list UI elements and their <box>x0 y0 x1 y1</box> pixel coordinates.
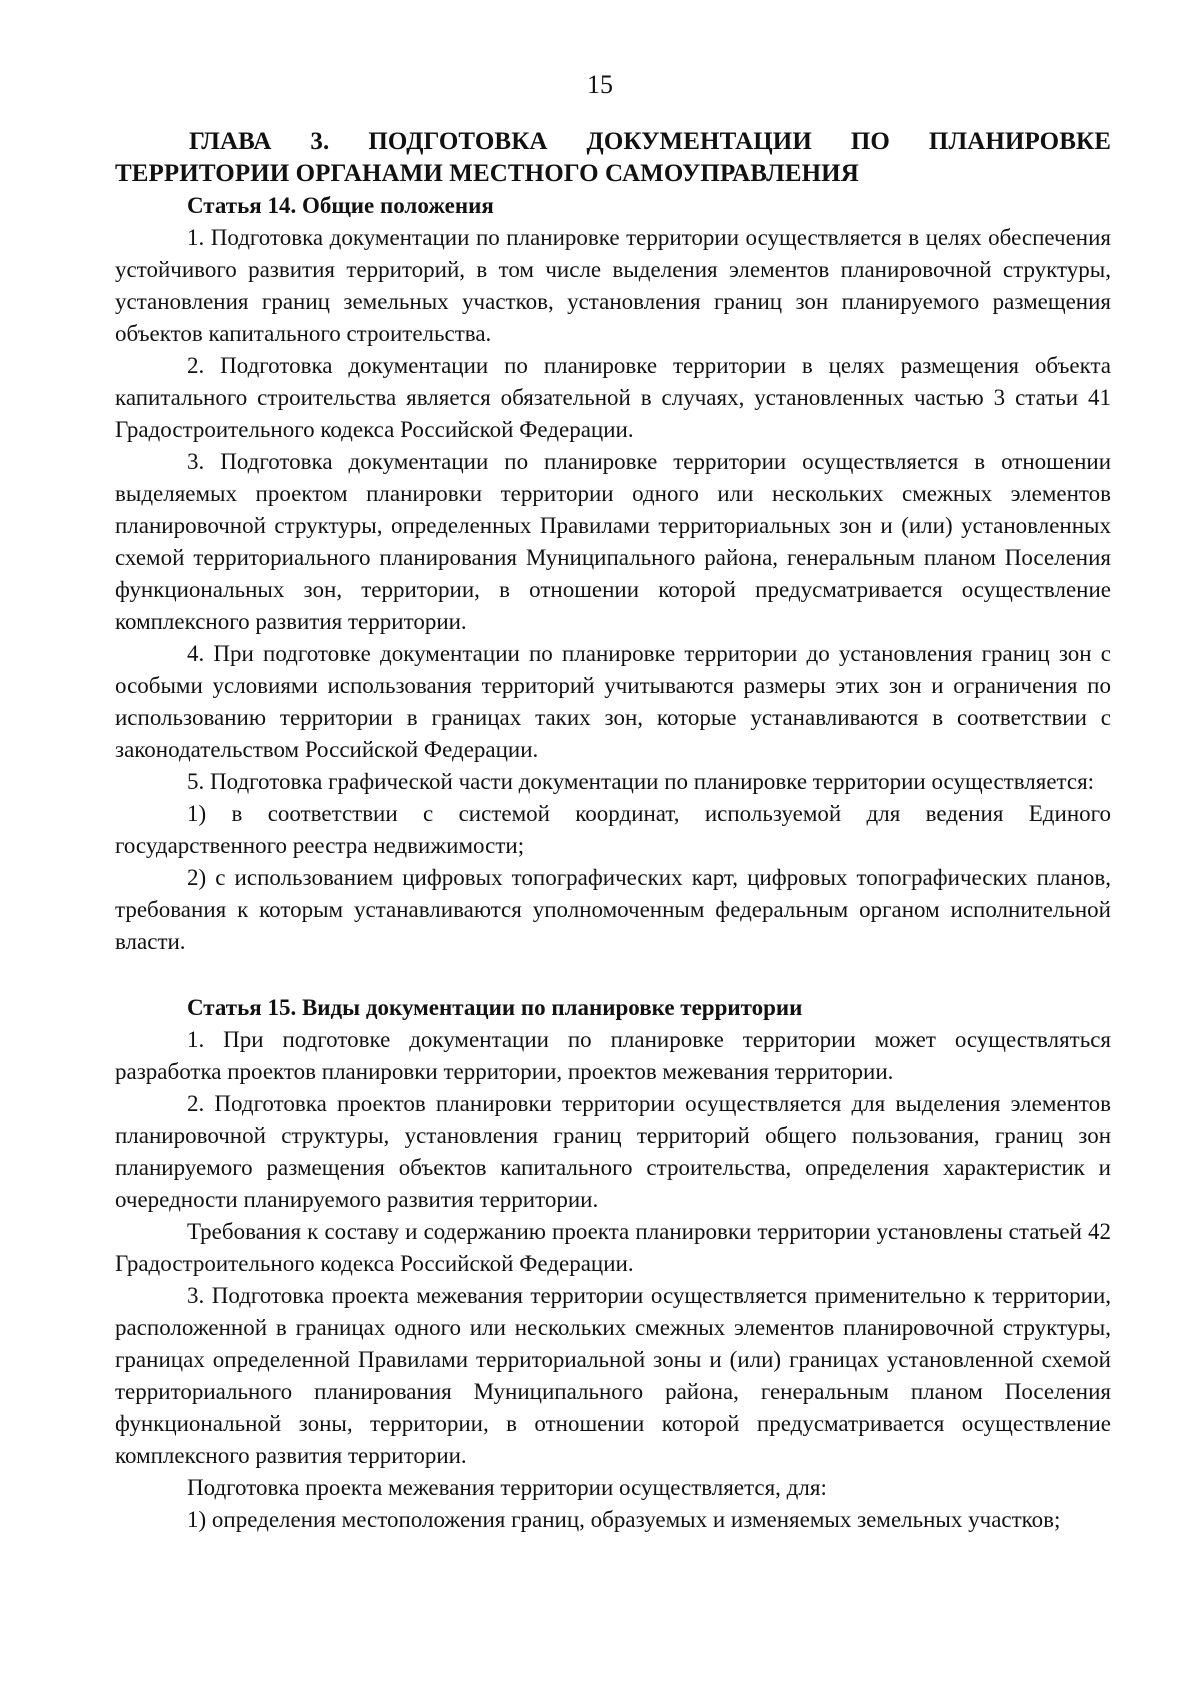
article-14-paragraph: 4. При подготовке документации по планировке территории до установления границ зон с особыми условиями использования территорий учитываются размеры этих зон и ограничения по использованию территории в границах таких зон, которые устанавливаются в соответствии с законодательством Российской Федерации. <box>115 641 1111 762</box>
article-14-list-item: 1) в соответствии с системой координат, используемой для ведения Единого государственного реестра недвижимости; <box>115 801 1111 858</box>
article-14-paragraph: 1. Подготовка документации по планировке территории осуществляется в целях обеспечения устойчивого развития территорий, в том числе выделения элементов планировочной структуры, установления границ земельных участков, установления границ зон планируемого размещения объектов капитального строительства. <box>115 225 1111 346</box>
article-15-list-item: 1) определения местоположения границ, образуемых и изменяемых земельных участков; <box>187 1507 1061 1532</box>
chapter-title: ГЛАВА 3. ПОДГОТОВКА ДОКУМЕНТАЦИИ ПО ПЛАНИРОВКЕ ТЕРРИТОРИИ ОРГАНАМИ МЕСТНОГО САМОУПРАВЛЕНИЯ <box>115 128 1111 187</box>
article-15-paragraph: Требования к составу и содержанию проекта планировки территории установлены статьей 42 Градостроительного кодекса Российской Федерации. <box>115 1219 1111 1276</box>
article-14-title: Статья 14. Общие положения <box>187 193 494 218</box>
page-number: 15 <box>587 70 613 99</box>
article-15-paragraph: Подготовка проекта межевания территории осуществляется, для: <box>187 1475 827 1500</box>
document-body <box>115 126 1111 1536</box>
article-15-paragraph: 1. При подготовке документации по планировке территории может осуществляться разработка проектов планировки территории, проектов межевания территории. <box>115 1027 1111 1084</box>
article-15-paragraph: 2. Подготовка проектов планировки территории осуществляется для выделения элементов планировочной структуры, установления границ территорий общего пользования, границ зон планируемого размещения объектов капитального строительства, определения характеристик и очередности планируемого развития территории. <box>115 1091 1111 1212</box>
article-14-paragraph: 2. Подготовка документации по планировке территории в целях размещения объекта капитального строительства является обязательной в случаях, установленных частью 3 статьи 41 Градостроительного кодекса Российской Федерации. <box>115 353 1111 442</box>
article-15-title: Статья 15. Виды документации по планировке территории <box>187 995 803 1020</box>
article-14-paragraph: 3. Подготовка документации по планировке территории осуществляется в отношении выделяемых проектом планировки территории одного или нескольких смежных элементов планировочной структуры, определенных Правилами территориальных зон и (или) установленных схемой территориального планирования Муниципального района, генеральным планом Поселения функциональных зон, территории, в отношении которой предусматривается осуществление комплексного развития территории. <box>115 449 1111 634</box>
article-14-list-item: 2) с использованием цифровых топографических карт, цифровых топографических планов, требования к которым устанавливаются уполномоченным федеральным органом исполнительной власти. <box>115 865 1111 954</box>
article-14-paragraph: 5. Подготовка графической части документации по планировке территории осуществляется: <box>187 769 1095 794</box>
article-15-paragraph: 3. Подготовка проекта межевания территории осуществляется применительно к территории, расположенной в границах одного или нескольких смежных элементов планировочной структуры, границах определенной Правилами территориальной зоны и (или) границах установленной схемой территориального планирования Муниципального района, генеральным планом Поселения функциональной зоны, территории, в отношении которой предусматривается осуществление комплексного развития территории. <box>115 1283 1111 1468</box>
